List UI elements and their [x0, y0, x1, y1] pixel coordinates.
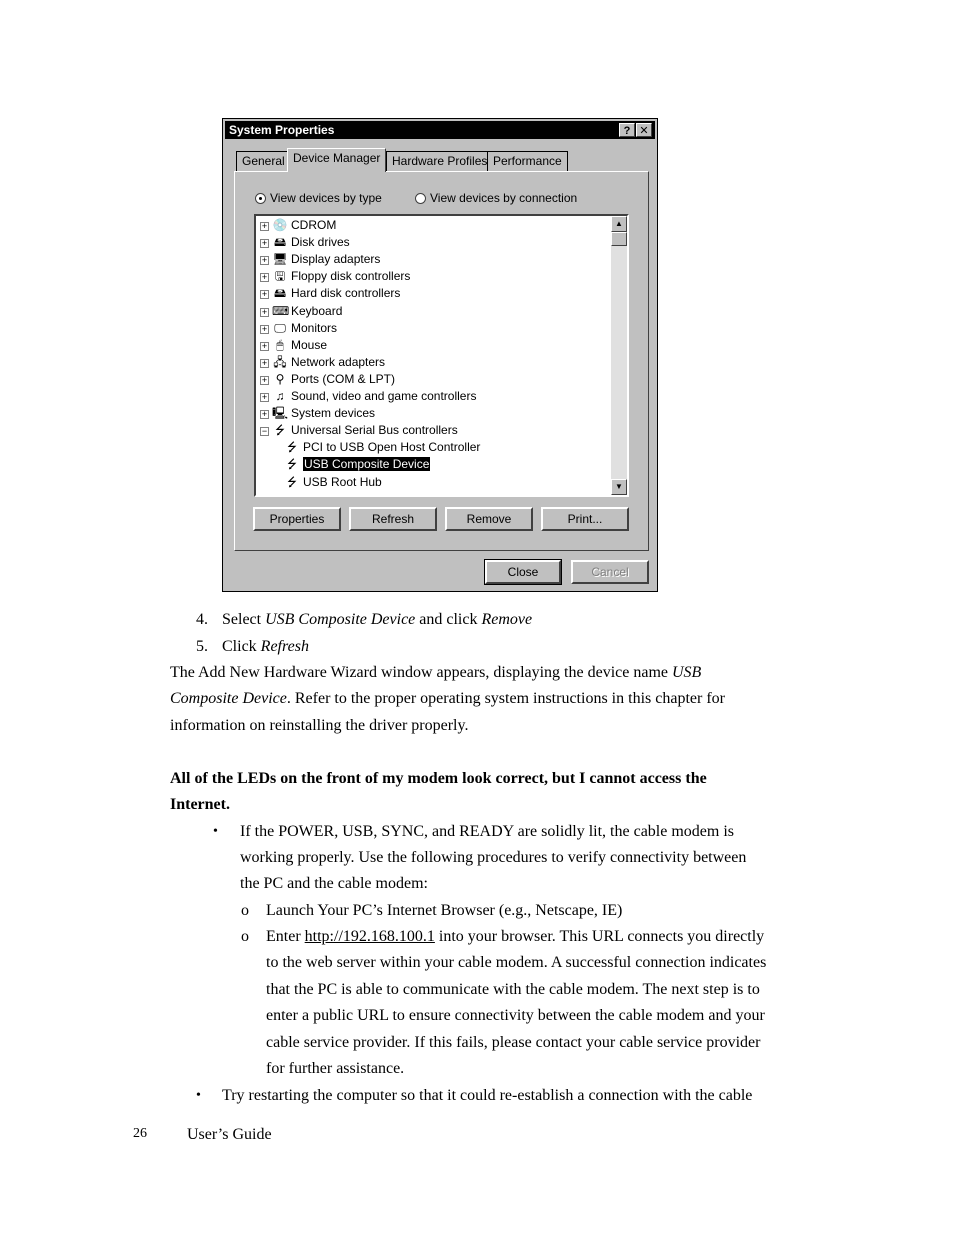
radio-view-by-type[interactable] [255, 191, 382, 205]
bullet-mark: • [213, 824, 218, 839]
tab-device-manager[interactable]: Device Manager [287, 148, 386, 172]
step-4 [222, 607, 532, 633]
footer-title: User’s Guide [187, 1126, 272, 1143]
tree-item-label: Mouse [291, 337, 328, 352]
print-button[interactable]: Print... [541, 507, 629, 531]
tree-item-mouse[interactable] [260, 337, 327, 354]
tree-item-label: Network adapters [291, 354, 386, 369]
tree-item-system-devices[interactable] [260, 405, 375, 422]
tree-item-sound-video-and-game-controllers[interactable] [260, 388, 476, 405]
step-4-text-mid: and click [415, 611, 482, 628]
bullet-line: the PC and the cable modem: [240, 875, 428, 892]
para1-device-name: USB [672, 664, 702, 681]
system-icon: 🖳 [272, 406, 289, 421]
tree-item-label: Universal Serial Bus controllers [291, 423, 458, 438]
harddisk-icon: 🖴 [273, 286, 287, 301]
bullet-line: Try restarting the computer so that it could re-establish a connection with the cable [222, 1087, 753, 1104]
para1-text: The Add New Hardware Wizard window appears, displaying the device name [170, 664, 672, 681]
sub-bullet-mark: o [241, 902, 249, 919]
collapse-icon[interactable]: − [261, 426, 268, 437]
tree-item-cdrom[interactable] [260, 217, 336, 234]
properties-button[interactable]: Properties [253, 507, 341, 531]
refresh-button[interactable]: Refresh [349, 507, 437, 531]
tree-item-label: USB Root Hub [303, 474, 382, 489]
usb-icon: ⭍ [287, 474, 297, 489]
cancel-button[interactable]: Cancel [571, 560, 649, 584]
radio-dot-selected [255, 193, 266, 204]
sub-item-line: that the PC is able to communicate with the cable modem. The next step is to [266, 981, 760, 998]
radio-dot [415, 193, 426, 204]
paragraph-line [170, 660, 701, 686]
expand-icon[interactable]: + [261, 255, 268, 266]
tree-scrollbar[interactable] [611, 216, 627, 495]
section-heading: Internet. [170, 796, 230, 813]
expand-icon[interactable]: + [261, 323, 268, 334]
tree-item-label: Keyboard [291, 303, 343, 318]
expand-icon[interactable]: + [261, 221, 268, 231]
display-icon: 🖥 [272, 252, 288, 267]
tree-item-ports-com-lpt[interactable] [260, 371, 395, 388]
modem-url-link[interactable]: http://192.168.100.1 [304, 928, 435, 945]
usb-icon: ⭍ [275, 423, 285, 438]
scroll-down-icon[interactable]: ▼ [611, 479, 627, 495]
sub-item-line: for further assistance. [266, 1060, 405, 1077]
radio-view-by-connection[interactable] [415, 191, 577, 205]
section-heading: All of the LEDs on the front of my modem look correct, but I cannot access the [170, 770, 707, 787]
dialog-title: System Properties [229, 123, 335, 137]
tree-item-label: Floppy disk controllers [291, 269, 411, 284]
keyboard-icon: ⌨ [272, 303, 290, 318]
bullet-mark: • [196, 1088, 201, 1103]
device-tree[interactable] [254, 214, 629, 497]
tree-item-disk-drives[interactable] [260, 234, 350, 251]
tree-item-label: Monitors [291, 320, 338, 335]
para1-device-name: Composite Device [170, 690, 287, 707]
tree-item-label: Sound, video and game controllers [291, 389, 477, 403]
tree-item-label: System devices [291, 406, 376, 421]
sub-bullet-mark: o [241, 928, 249, 945]
tab-performance[interactable]: Performance [487, 151, 568, 171]
usb-icon: ⭍ [287, 457, 297, 472]
tree-item-label: Hard disk controllers [291, 286, 401, 301]
expand-icon[interactable]: + [261, 392, 268, 402]
expand-icon[interactable]: + [261, 409, 268, 420]
tab-hardware-profiles[interactable]: Hardware Profiles [386, 151, 493, 171]
paragraph-line [170, 686, 725, 712]
step-number: 4. [196, 611, 208, 628]
radio-label-by-connection: View devices by connection [430, 191, 578, 205]
tree-item-network-adapters[interactable] [260, 354, 385, 371]
expand-icon[interactable]: + [261, 272, 268, 283]
sub-item-enter [266, 924, 764, 950]
selected-device-label: USB Composite Device [304, 457, 430, 472]
page-number: 26 [133, 1126, 147, 1141]
floppy-icon: 🖫 [274, 269, 286, 284]
disk-icon: 🖴 [273, 235, 287, 250]
expand-icon[interactable]: + [261, 238, 268, 249]
tree-item-keyboard[interactable] [260, 303, 342, 320]
tree-item-floppy-disk-controllers[interactable] [260, 268, 410, 285]
cdrom-icon: 💿 [272, 218, 288, 232]
tree-item-hard-disk-controllers[interactable] [260, 285, 400, 302]
para1-text: . Refer to the proper operating system instructions in this chapter for [286, 690, 725, 707]
tree-item-label: Ports (COM & LPT) [291, 371, 396, 386]
network-icon: 🖧 [273, 354, 287, 369]
close-icon[interactable]: ✕ [636, 123, 652, 137]
step-4-device: USB Composite Device [265, 611, 416, 628]
step-number: 5. [196, 638, 208, 655]
system-properties-dialog [222, 118, 658, 592]
tree-item-usb-child[interactable] [284, 474, 382, 491]
expand-icon[interactable]: + [261, 289, 268, 300]
mouse-icon: 🖱 [276, 337, 284, 352]
close-button[interactable]: Close [485, 560, 561, 584]
expand-icon[interactable]: + [261, 374, 268, 385]
tree-item-label: Disk drives [291, 235, 350, 250]
dialog-titlebar [225, 121, 655, 139]
tree-item-usb-child[interactable] [284, 456, 430, 473]
bullet-line: If the POWER, USB, SYNC, and READY are solidly lit, the cable modem is [240, 823, 735, 840]
tree-item-usb-child[interactable] [284, 439, 480, 456]
step-5 [222, 634, 309, 660]
step-4-action: Remove [481, 611, 533, 628]
expand-icon[interactable]: + [261, 306, 268, 317]
sub-item-line: enter a public URL to ensure connectivity between the cable modem and your [266, 1007, 765, 1024]
scroll-up-icon[interactable]: ▲ [611, 216, 627, 232]
sub-item-text: into your browser. This URL connects you directly [434, 928, 765, 945]
paragraph-line: information on reinstalling the driver properly. [170, 717, 469, 734]
usb-icon: ⭍ [287, 440, 297, 455]
sound-icon: ♫ [275, 389, 285, 403]
tree-item-display-adapters[interactable] [260, 251, 380, 268]
bullet-line: working properly. Use the following procedures to verify connectivity between [240, 849, 747, 866]
expand-icon[interactable]: + [261, 357, 268, 368]
sub-item-line: to the web server within your cable modem. A successful connection indicates [266, 954, 767, 971]
step-5-text: Click [222, 638, 261, 655]
monitor-icon: 🖵 [274, 320, 286, 335]
tree-item-monitors[interactable] [260, 320, 337, 337]
tree-item-label: PCI to USB Open Host Controller [303, 440, 481, 455]
sub-item-line: cable service provider. If this fails, please contact your cable service provider [266, 1034, 761, 1051]
tree-item-universal-serial-bus-controllers[interactable] [260, 422, 458, 439]
step-4-text: Select [222, 611, 266, 628]
expand-icon[interactable]: + [261, 340, 268, 351]
tree-item-label: CDROM [291, 218, 337, 232]
help-button[interactable]: ? [619, 123, 635, 137]
remove-button[interactable]: Remove [445, 507, 533, 531]
port-icon: ⚲ [275, 371, 285, 386]
tab-general[interactable]: General [236, 151, 291, 171]
tree-item-label: Display adapters [291, 252, 381, 267]
sub-item-text: Enter [266, 928, 305, 945]
scroll-thumb[interactable] [611, 232, 627, 246]
step-5-action: Refresh [260, 638, 309, 655]
sub-item-launch: Launch Your PC’s Internet Browser (e.g., Netscape, IE) [266, 902, 623, 919]
radio-label-by-type: View devices by type [270, 191, 382, 205]
